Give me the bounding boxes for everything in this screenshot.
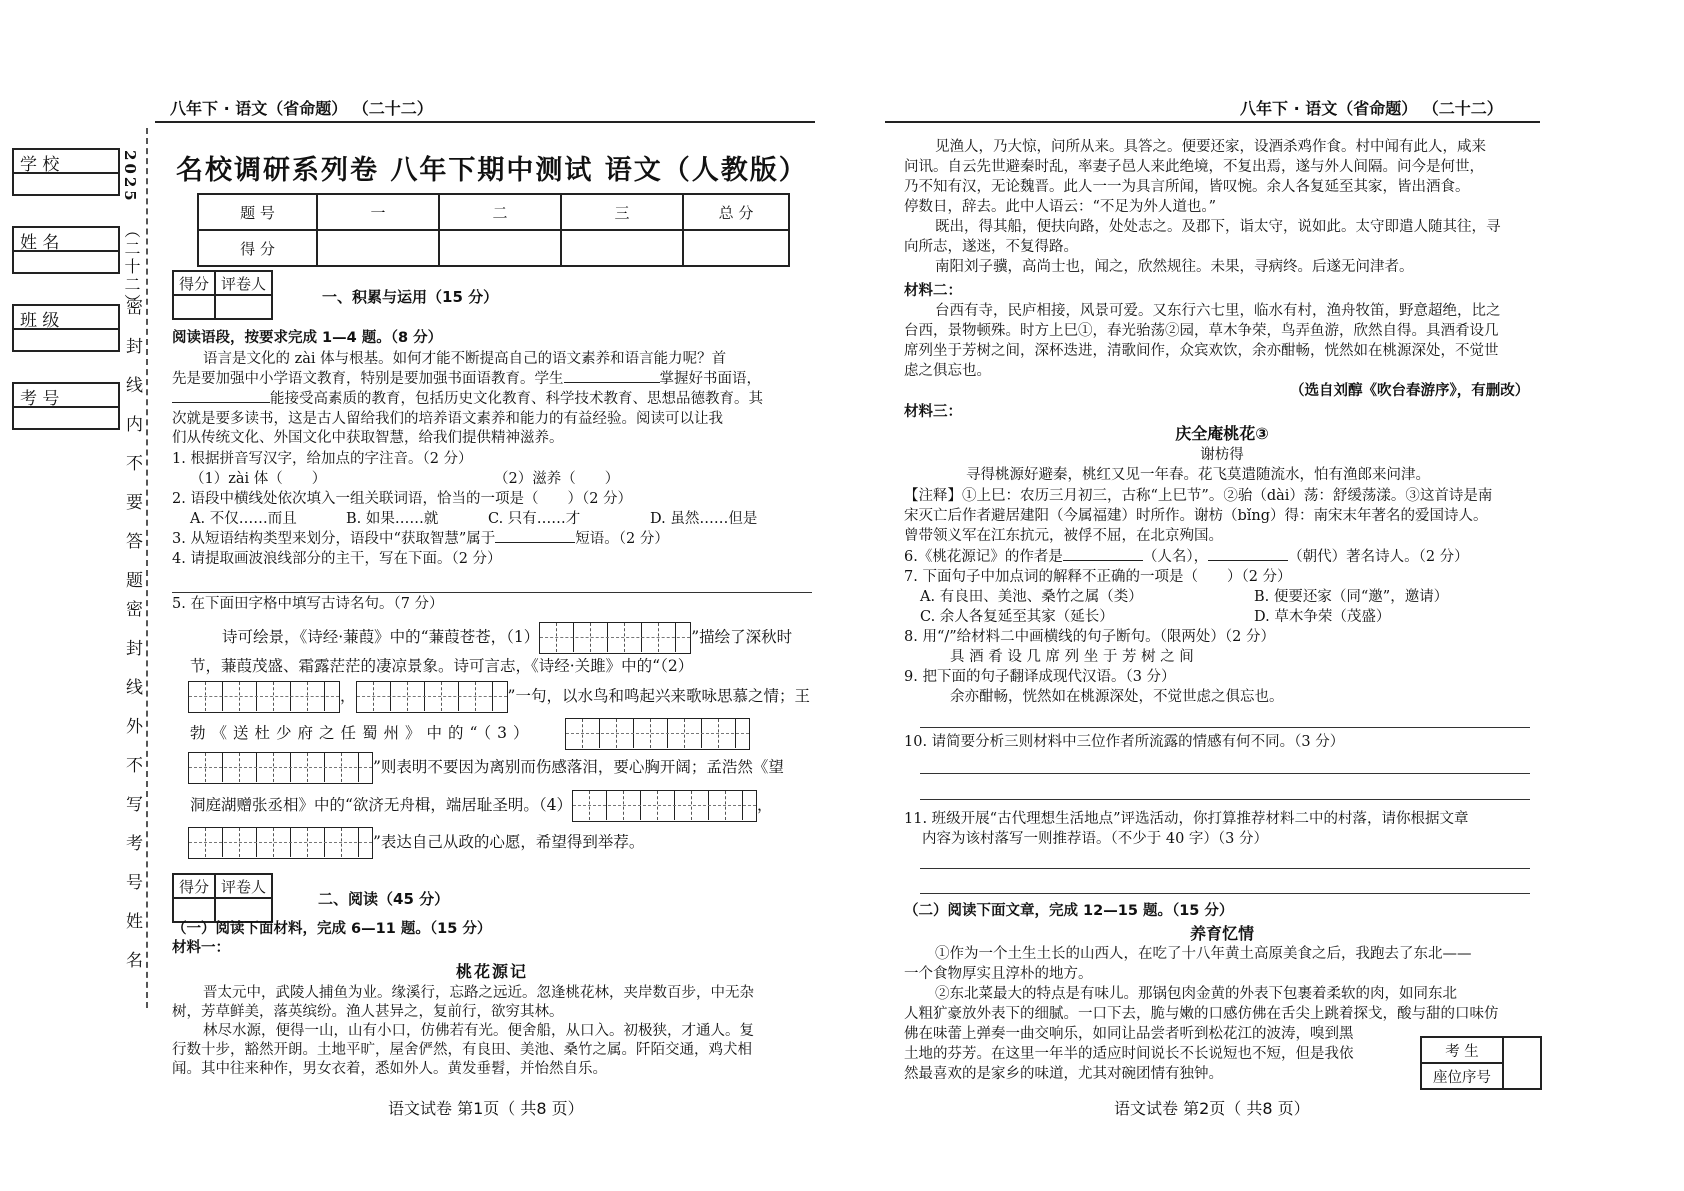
page2-header: 八年下 · 语文（省命题） （二十二） <box>1240 99 1503 118</box>
q10-answer-line[interactable] <box>920 773 1530 774</box>
q2-option-d[interactable]: D. 虽然……但是 <box>650 511 758 527</box>
page2-header-rule <box>885 121 1540 123</box>
material-1-cont: 见渔人，乃大惊，问所从来。具答之。便要还家，设酒杀鸡作食。村中闻有此人，咸来 <box>935 139 1486 155</box>
q5-line: 勃《送杜少府之任蜀州》中的“（3） <box>190 718 750 750</box>
question-10: 10. 请简要分析三则材料中三位作者所流露的情感有何不同。（3 分） <box>904 734 1345 750</box>
passage-line: 能接受高素质的教育，包括历史文化教育、科学技术教育、思想品德教育。其 <box>172 390 763 410</box>
passage-line: 语言是文化的 zài 体与根基。如何才能不断提高自己的语文素养和语言能力呢？首 <box>203 351 727 367</box>
score-header-cell: 二 <box>439 194 561 230</box>
material-1-cont: 南阳刘子骥，高尚士也，闻之，欣然规往。未果，寻病终。后遂无问津者。 <box>935 259 1414 275</box>
q5-line: 节，蒹葭茂盛、霜露茫茫的凄凉景象。诗可言志，《诗经·关雎》中的“（2） <box>190 657 694 675</box>
material-1-cont: 停数日，辞去。此中人语云：“不足为外人道也。” <box>904 199 1217 215</box>
material-1-cont: 既出，得其船，便扶向路，处处志之。及郡下，诣太守，说如此。太守即遣人随其往，寻 <box>935 219 1501 235</box>
seat-number-cell[interactable] <box>1503 1037 1541 1089</box>
q2-option-a[interactable]: A. 不仅……而且 <box>190 511 297 527</box>
material-1-line: 行数十步，豁然开朗。土地平旷，屋舍俨然，有良田、美池、桑竹之属。阡陌交通，鸡犬相 <box>172 1042 752 1058</box>
q5-grid-1[interactable] <box>539 622 691 654</box>
series-label: （二十二） <box>122 222 141 312</box>
q5-line: ”表达自己从政的心愿，希望得到举荐。 <box>188 827 644 859</box>
q7-option-a[interactable]: A. 有良田、美池、桑竹之属（类） <box>920 589 1143 605</box>
notes-line: 曾带领义军在江东抗元，被俘不屈，在北京殉国。 <box>904 528 1223 544</box>
passage-line: 们从传统文化、外国文化中获取智慧，给我们提供精神滋养。 <box>172 430 564 446</box>
page1-footer: 语文试卷 第1页（ 共8 页） <box>388 1099 584 1118</box>
question-1a: （1）zài 体（ ） <box>190 471 327 487</box>
q6-blank-dynasty[interactable] <box>1208 560 1288 561</box>
article-line: 一个食物厚实且淳朴的地方。 <box>904 966 1093 982</box>
question-11: 11. 班级开展“古代理想生活地点”评选活动，你打算推荐材料二中的村落，请你根据文章 <box>904 811 1469 827</box>
material-1-cont: 问讯。自云先世避秦时乱，率妻子邑人来此绝境，不复出焉，遂与外人间隔。问今是何世， <box>904 159 1484 175</box>
seal-line <box>146 128 148 1008</box>
question-6: 6.《桃花源记》的作者是 （人名）， （朝代）著名诗人。（2 分） <box>904 549 1469 565</box>
taohuayuan-title: 桃花源记 <box>455 962 528 981</box>
material-1-cont: 乃不知有汉，无论魏晋。此人一一为具言所闻，皆叹惋。余人各复延至其家，皆出酒食。 <box>904 179 1470 195</box>
subsection-1-title: （一）阅读下面材料，完成 6—11 题。（15 分） <box>172 921 492 937</box>
q5-grid-4a[interactable] <box>572 790 757 822</box>
question-5: 5. 在下面田字格中填写古诗名句。（7 分） <box>172 596 444 612</box>
grader-score-label: 得分 <box>173 874 215 898</box>
grader-name-cell[interactable] <box>215 898 272 922</box>
q7-option-c[interactable]: C. 余人各复延至其家（延长） <box>920 609 1114 625</box>
page2-footer: 语文试卷 第2页（ 共8 页） <box>1114 1099 1310 1118</box>
score-header-cell: 一 <box>317 194 439 230</box>
section2-title: 二、阅读（45 分） <box>318 890 450 908</box>
material-1-line: 林尽水源，便得一山，山有小口，仿佛若有光。便舍船，从口入。初极狭，才通人。复 <box>203 1023 754 1039</box>
page1-header-rule <box>155 121 815 123</box>
q5-grid-2b[interactable] <box>356 681 508 713</box>
q5-line: 洞庭湖赠张丞相》中的“欲济无舟楫，端居耻圣明。（4） ， <box>190 790 773 822</box>
score-cell[interactable] <box>317 230 439 266</box>
question-3: 3. 从短语结构类型来划分，语段中“获取智慧”属于 短语。（2 分） <box>172 531 669 547</box>
score-row-label: 得 分 <box>198 230 317 266</box>
score-cell[interactable] <box>561 230 683 266</box>
grader-score-cell[interactable] <box>173 295 215 319</box>
passage-line: 次就是要多读书，这是古人留给我们的培养语文素养和能力的有益经验。阅读可以让我 <box>172 411 723 427</box>
question-1b: （2）滋养（ ） <box>494 471 620 487</box>
poem-text: 寻得桃源好避秦，桃红又见一年春。花飞莫遣随流水，怕有渔郎来问津。 <box>966 467 1430 483</box>
exam-number-label: 考 号 <box>14 384 118 408</box>
subsection-2-title: （二）阅读下面文章，完成 12—15 题。（15 分） <box>904 903 1234 919</box>
passage-line: 先是要加强中小学语文教育，特别是要加强书面语教育。学生 掌握好书面语， <box>172 371 761 387</box>
school-field[interactable] <box>12 148 120 196</box>
class-label: 班 级 <box>14 306 118 330</box>
q2-option-b[interactable]: B. 如果……就 <box>346 511 439 527</box>
question-7: 7. 下面句子中加点词的解释不正确的一项是（ ）（2 分） <box>904 569 1292 585</box>
q5-line: ， ”一句，以水鸟和鸣起兴来歌咏思慕之情；王 <box>188 681 810 713</box>
score-cell[interactable] <box>439 230 561 266</box>
seat-label-bottom: 座位序号 <box>1421 1063 1503 1089</box>
name-label: 姓 名 <box>14 228 118 252</box>
q2-option-c[interactable]: C. 只有……才 <box>488 511 581 527</box>
q5-grid-3a[interactable] <box>565 718 750 750</box>
grader-score-label: 得分 <box>173 271 215 295</box>
q11-answer-line[interactable] <box>920 893 1530 894</box>
material-2-line: 虑之俱忘也。 <box>904 363 991 379</box>
q4-answer-line[interactable] <box>172 592 812 593</box>
blank-2[interactable] <box>172 402 270 403</box>
q8-sentence[interactable]: 具 酒 肴 设 几 席 列 坐 于 芳 树 之 间 <box>950 649 1194 665</box>
name-field[interactable] <box>12 226 120 274</box>
q11-answer-line[interactable] <box>920 868 1530 869</box>
q6-blank-author[interactable] <box>1063 560 1143 561</box>
material-2-label: 材料二： <box>904 283 962 299</box>
q5-grid-4b[interactable] <box>188 827 373 859</box>
notes-line: 【注释】①上巳：农历三月初三，古称“上巳节”。②骀（dài）荡：舒缓荡漾。③这首诗是南 <box>904 488 1493 504</box>
material-2-line: 席列坐于芳树之间，深杯迭进，清歌间作，众宾欢饮，余亦酣畅，恍然如在桃源深处，不觉世 <box>904 343 1499 359</box>
q5-grid-2a[interactable] <box>188 681 340 713</box>
q5-line: ”则表明不要因为离别而伤感落泪，要心胸开阔；孟浩然《望 <box>188 752 784 784</box>
material-1-line: 闻。其中往来种作，男女衣着，悉如外人。黄发垂髫，并怡然自乐。 <box>172 1061 607 1077</box>
material-1-line: 晋太元中，武陵人捕鱼为业。缘溪行，忘路之远近。忽逢桃花林，夹岸数百步，中无杂 <box>203 985 754 1001</box>
exam-number-field[interactable] <box>12 382 120 430</box>
article-line: ①作为一个土生土长的山西人，在吃了十八年黄土高原美食之后，我跑去了东北—— <box>935 946 1472 962</box>
page1-header: 八年下 · 语文（省命题） （二十二） <box>170 99 433 118</box>
material-2-source: （选自刘醇《吹台春游序》，有删改） <box>1290 383 1530 399</box>
score-header-cell: 总 分 <box>683 194 789 230</box>
grader-name-label: 评卷人 <box>215 271 272 295</box>
section1-title: 一、积累与运用（15 分） <box>322 288 499 306</box>
poem-author: 谢枋得 <box>1200 447 1244 463</box>
grader-name-cell[interactable] <box>215 295 272 319</box>
q5-line: 诗可绘景，《诗经·蒹葭》中的“蒹葭苍苍，（1） ”描绘了深秋时 <box>222 622 792 654</box>
article-line: 人粗犷豪放外表下的细腻。一口下去，脆与嫩的口感仿佛在舌尖上跳着探戈，酸与甜的口味仿 <box>904 1006 1499 1022</box>
score-header-cell: 题 号 <box>198 194 317 230</box>
article-line: 土地的芬芳。在这里一年半的适应时间说长不长说短也不短，但是我依 <box>904 1046 1354 1062</box>
article-line: 佛在味蕾上弹奏一曲交响乐，如同让品尝者听到松花江的波涛，嗅到黑 <box>904 1026 1354 1042</box>
question-11-cont: 内容为该村落写一则推荐语。（不少于 40 字）（3 分） <box>922 831 1269 847</box>
material-1-label: 材料一： <box>172 940 230 956</box>
score-header-cell: 三 <box>561 194 683 230</box>
q3-blank[interactable] <box>495 542 575 543</box>
score-table <box>197 193 790 267</box>
q9-answer-line[interactable] <box>920 727 1530 728</box>
page1-title: 名校调研系列卷 八年下期中测试 语文（人教版） <box>176 155 808 186</box>
question-4: 4. 请提取画波浪线部分的主干，写在下面。（2 分） <box>172 551 502 567</box>
article-line: 然最喜欢的是家乡的味道，尤其对碗团情有独钟。 <box>904 1066 1223 1082</box>
question-8: 8. 用“/”给材料二中画横线的句子断句。（限两处）（2 分） <box>904 629 1275 645</box>
q5-grid-3b[interactable] <box>188 752 373 784</box>
material-2-line: 台西有寺，民庐相接，风景可爱。又东行六七里，临水有村，渔舟牧笛，野意超绝，比之 <box>935 303 1501 319</box>
seat-number-box <box>1420 1036 1542 1090</box>
seat-label-top: 考 生 <box>1421 1037 1503 1063</box>
year-label: 2025 <box>121 150 139 204</box>
seal-warning-outside: 密封线外不写考号姓名 <box>122 600 142 990</box>
blank-1[interactable] <box>564 382 660 383</box>
reading-intro: 阅读语段，按要求完成 1—4 题。（8 分） <box>172 330 443 346</box>
question-1: 1. 根据拼音写汉字，给加点的字注音。（2 分） <box>172 451 473 467</box>
q7-option-d[interactable]: D. 草木争荣（茂盛） <box>1254 609 1391 625</box>
grader-score-cell[interactable] <box>173 898 215 922</box>
article-line: ②东北菜最大的特点是有味儿。那锅包肉金黄的外表下包裹着柔软的肉，如同东北 <box>935 986 1457 1002</box>
school-label: 学 校 <box>14 150 118 174</box>
q7-option-b[interactable]: B. 便要还家（同“邀”，邀请） <box>1254 589 1449 605</box>
poem-title: 庆全庵桃花③ <box>1175 424 1269 443</box>
material-1-line: 树，芳草鲜美，落英缤纷。渔人甚异之，复前行，欲穷其林。 <box>172 1004 564 1020</box>
question-2: 2. 语段中横线处依次填入一组关联词语，恰当的一项是（ ）（2 分） <box>172 491 633 507</box>
class-field[interactable] <box>12 304 120 352</box>
q9-sentence: 余亦酣畅，恍然如在桃源深处，不觉世虑之俱忘也。 <box>950 689 1284 705</box>
article-title: 养育忆情 <box>1189 924 1254 943</box>
seal-warning: 密封线内不要答题 <box>122 298 142 610</box>
question-9: 9. 把下面的句子翻译成现代汉语。（3 分） <box>904 669 1176 685</box>
material-1-cont: 向所志，遂迷，不复得路。 <box>904 239 1078 255</box>
material-3-label: 材料三： <box>904 404 962 420</box>
grader-box-2 <box>172 873 273 923</box>
notes-line: 宋灭亡后作者避居建阳（今属福建）时所作。谢枋（bǐng）得：南宋末年著名的爱国诗人。 <box>904 508 1488 524</box>
q10-answer-line[interactable] <box>920 799 1530 800</box>
grader-name-label: 评卷人 <box>215 874 272 898</box>
score-cell[interactable] <box>683 230 789 266</box>
grader-box-1 <box>172 270 273 320</box>
material-2-line: 台西，景物顿殊。时方上巳①，春光骀荡②园，草木争荣，鸟弄鱼游，欣然自得。具酒肴设几 <box>904 323 1499 339</box>
